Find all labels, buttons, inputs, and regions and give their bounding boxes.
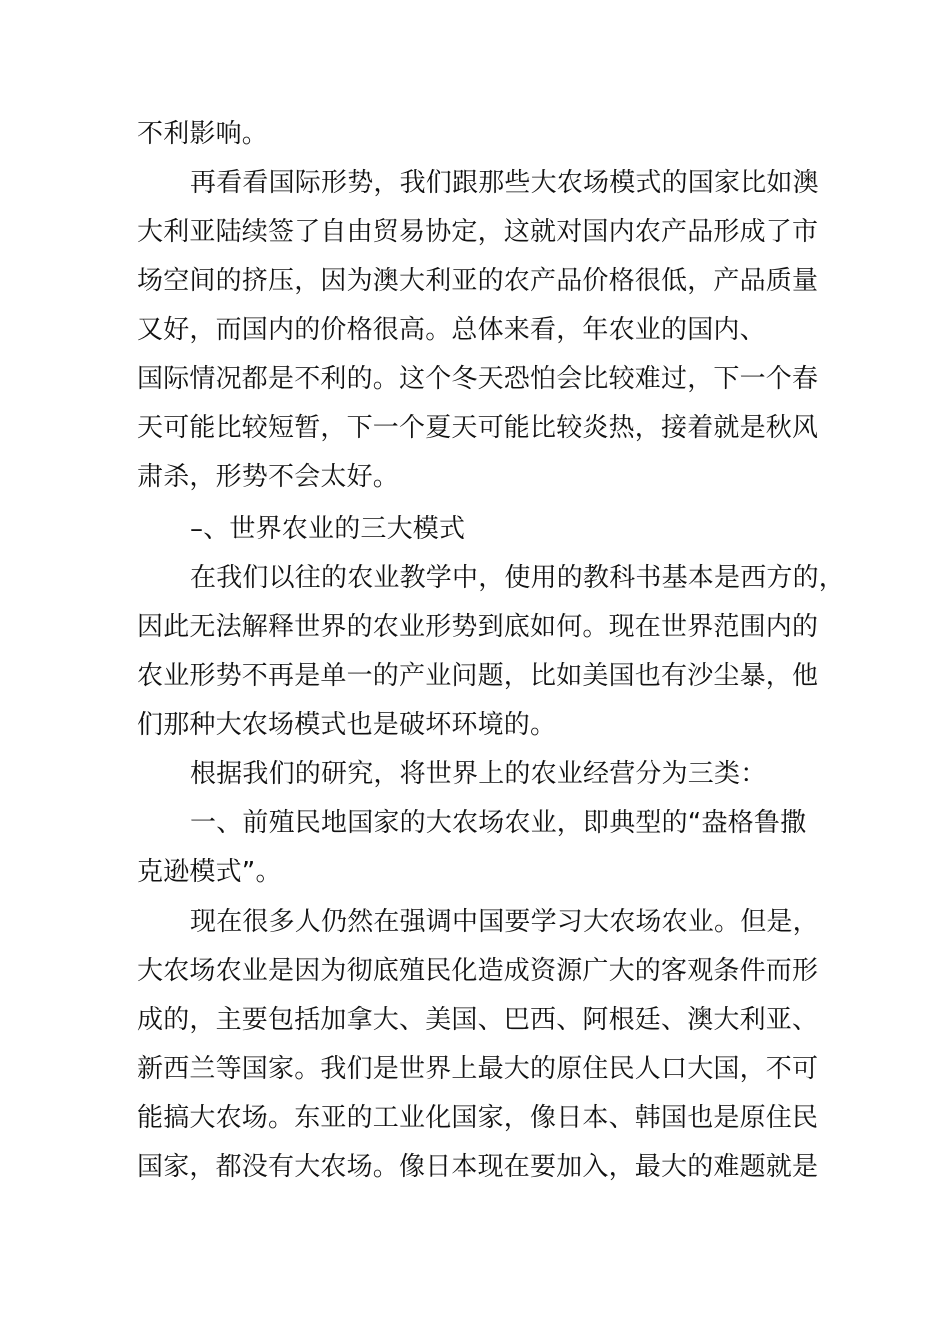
text-line: 新西兰等国家。我们是世界上最大的原住民人口大国，不可	[137, 1054, 819, 1084]
text-line: 因此无法解释世界的农业形势到底如何。现在世界范围内的	[137, 612, 819, 642]
text-line: 天可能比较短暂，下一个夏天可能比较炎热，接着就是秋风	[137, 413, 819, 443]
text-line: 们那种大农场模式也是破坏环境的。	[137, 710, 557, 740]
text-line: 场空间的挤压，因为澳大利亚的农产品价格很低，产品质量	[137, 266, 819, 296]
text-line: 一、前殖民地国家的大农场农业，即典型的“盎格鲁撒	[190, 808, 807, 838]
text-line: 肃杀，形势不会太好。	[137, 462, 400, 492]
text-line: 大农场农业是因为彻底殖民化造成资源广大的客观条件而形	[137, 956, 819, 986]
text-line: 克逊模式”。	[137, 857, 282, 887]
text-line: 能搞大农场。东亚的工业化国家，像日本、韩国也是原住民	[137, 1103, 819, 1133]
text-line: 不利影响。	[137, 119, 269, 149]
text-line: 现在很多人仍然在强调中国要学习大农场农业。但是，	[190, 907, 819, 937]
text-line: 在我们以往的农业教学中，使用的教科书基本是西方的，	[190, 563, 846, 593]
text-line: 国际情况都是不利的。这个冬天恐怕会比较难过，下一个春	[137, 364, 819, 394]
text-line: 国家，都没有大农场。像日本现在要加入，最大的难题就是	[137, 1152, 819, 1182]
section-heading: –、世界农业的三大模式	[190, 514, 466, 544]
text-line: 再看看国际形势，我们跟那些大农场模式的国家比如澳	[190, 168, 819, 198]
text-line: 农业形势不再是单一的产业问题，比如美国也有沙尘暴，他	[137, 661, 819, 691]
text-line: 成的，主要包括加拿大、美国、巴西、阿根廷、澳大利亚、	[137, 1005, 819, 1035]
text-line: 根据我们的研究，将世界上的农业经营分为三类：	[190, 759, 767, 789]
text-line: 又好，而国内的价格很高。总体来看，年农业的国内、	[137, 315, 766, 345]
text-line: 大利亚陆续签了自由贸易协定，这就对国内农产品形成了市	[137, 217, 819, 247]
